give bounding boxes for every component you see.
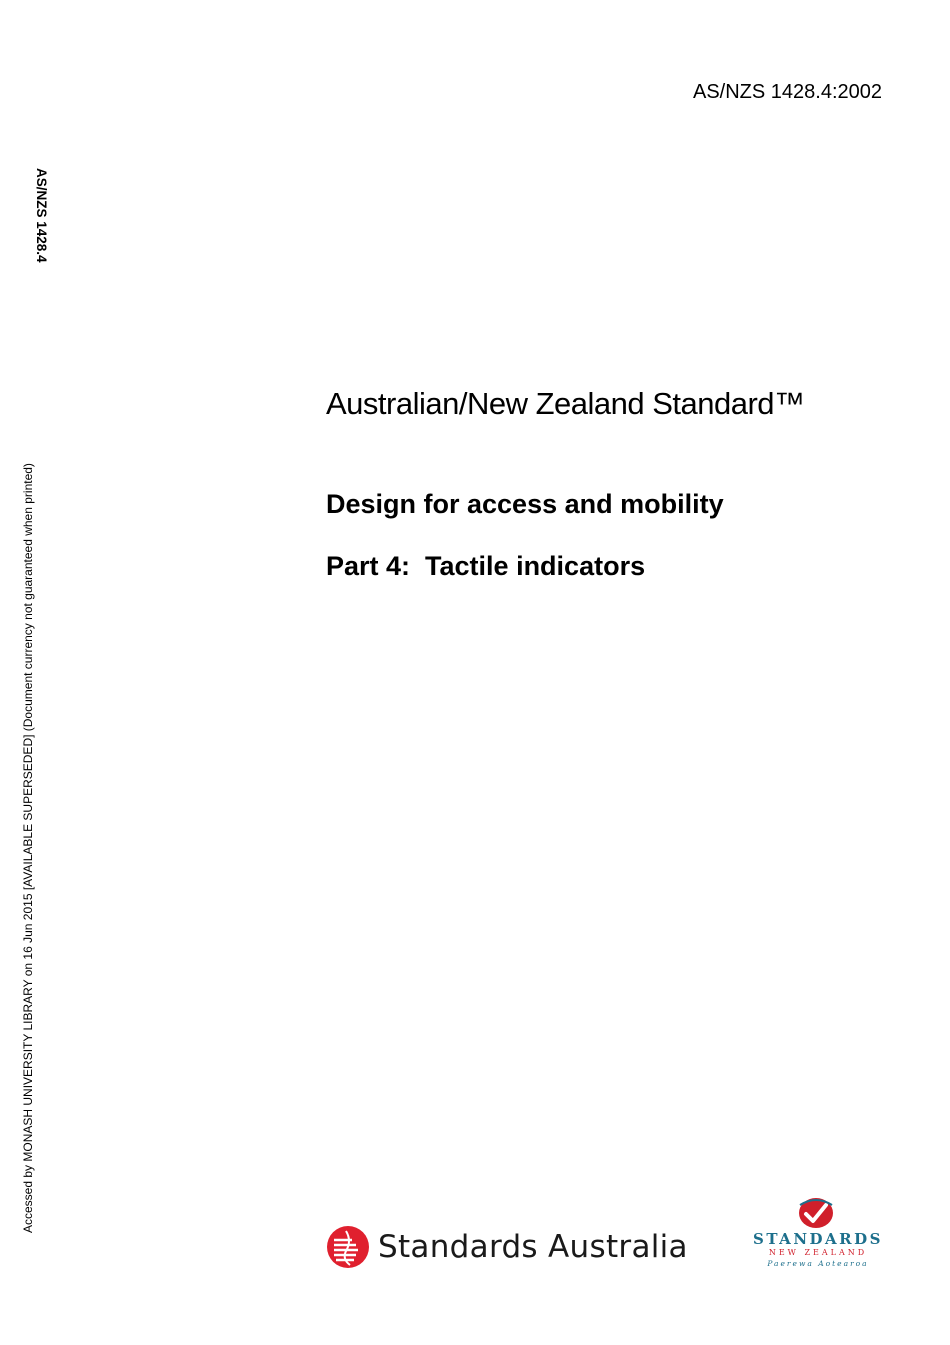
- standards-australia-logo: [326, 1224, 688, 1270]
- standards-nz-subtitle: NEW ZEALAND: [768, 1248, 868, 1257]
- standards-nz-logo: [750, 1196, 886, 1272]
- standards-nz-emblem-icon: [796, 1196, 836, 1230]
- standard-type-title: Australian/New Zealand Standard™: [326, 386, 805, 421]
- document-code: AS/NZS 1428.4:2002: [692, 81, 882, 103]
- spine-label-wrap: [28, 168, 52, 278]
- access-watermark: Accessed by MONASH UNIVERSITY LIBRARY on 16 Jun 2015 [AVAILABLE SUPERSEDED] (Document currency not guaranteed when printed): [21, 463, 35, 1233]
- standards-australia-emblem-icon: [326, 1225, 370, 1269]
- standards-australia-wordmark: Standards Australia: [378, 1229, 688, 1265]
- standards-nz-maori-tagline: Paerewa Aotearoa: [767, 1259, 869, 1268]
- document-title: Design for access and mobility: [326, 489, 724, 519]
- spine-label: AS/NZS 1428.4: [34, 168, 49, 263]
- document-part-title: Part 4: Tactile indicators: [326, 551, 646, 581]
- standards-nz-wordmark: STANDARDS: [753, 1230, 883, 1248]
